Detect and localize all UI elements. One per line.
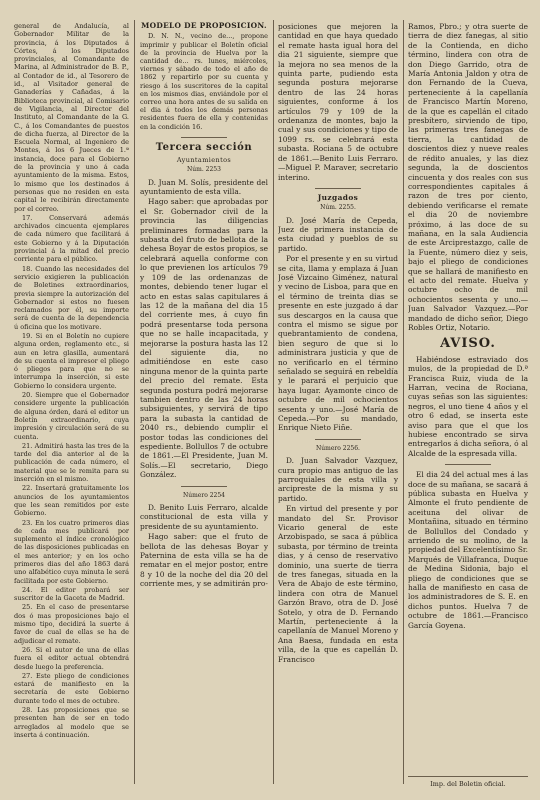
paragraph: 28. Las proposiciones que se presenten han de ser en todo arreglados al modelo que se inserta á continuación.: [14, 706, 129, 739]
divider: [445, 464, 491, 465]
paragraph: Habiéndose estraviado dos mulos, de la propiedad de D.ª Francisca Ruiz, viuda de la Harran, vecina de Rociana, cuyas señas son las siguientes: negros, el uno tiene 4 años y el otro 6 edad, se inserta este aviso para que el que los hubiese encontrado se sirva entregarlos á dicha señora, ó al Alcalde de la espresada villa.: [408, 354, 528, 458]
paragraph: 27. Este pliego de condiciones estará de manifiesto en la secretaría de este Gobierno durante todo el mes de octubre.: [14, 671, 129, 705]
paragraph: D. José María de Cepeda, Juez de primera instancia de esta ciudad y pueblos de su partido.: [278, 215, 398, 253]
paragraph: D. Juan M. Solís, presidente del ayuntamiento de esta villa.: [140, 177, 268, 197]
paragraph: 24. El editor probará ser suscritor de la Gaceta de Madrid.: [14, 585, 129, 603]
column-3: [278, 22, 398, 782]
paragraph: general de Andalucía, al Gobernador Militar de la provincia, á los Diputados á Córtes, á los Diputados provinciales, al Comandante de Marina, al Administrador de B. P., al Contador de id., al Tesorero de id., al Visitador general de Ganaderías y Cañadas, á la Biblioteca provincial, al Comisario de Vigilancia, al Director del Instituto, al Comandante de la G. C., á los Comandantes de puestos de dicha fuerza, al Director de la Escuela Normal, al Ingeniero de Montes, á los 6 Jueces de 1.ª instancia, doce para el Gobierno de la provincia y uno á cada ayuntamiento de la misma. Estos, lo mismo que los destinados á personas que no residen en esta capital le recibirán directamente por el correo.: [14, 22, 129, 213]
paragraph: posiciones que mejoren la cantidad en que haya quedado el remate hasta igual hora del dia 21 siguiente, siempre que la mejora no sea menos de la quinta parte, pudiendo esta segunda postura mejorarse dentro de las 24 horas siguientes, conforme á los artículos 79 y 109 de la ordenanza de montes, bajo la cual y sus condiciones y tipo de 1099 rs. se celebrará esta subasta. Rociana 5 de octubre de 1861.—Benito Luis Ferraro.—Miguel P. Maraver, secretario interino.: [278, 22, 398, 182]
notice-title: AVISO.: [440, 336, 496, 352]
model-title: MODELO DE PROPOSICION.: [141, 22, 267, 30]
section-title: Tercera sección: [155, 141, 253, 153]
column-rule: [134, 20, 135, 784]
paragraph: 17. Conservará además archivados cincuenta ejemplares de cada número que facilitará á este Gobierno y á la Diputación provincial á la mitad del precio corriente para el público.: [14, 213, 129, 264]
notice-number: Núm. 2253: [187, 166, 221, 174]
divider: [315, 188, 361, 189]
paragraph: Por el presente y en su virtud se cita, llama y emplaza á Juan José Vizcaino Giménez, natural y vecino de Lisboa, para que en el término de treinta dias se presente en este juzgado á dar sus descargos en la causa que contra el mismo se sigue por quebrantamiento de condena, bien seguro de que si lo administrara justicia y que de no verificarlo en el término señalado se seguirá en rebeldía y le parará el perjuicio que haya lugar. Ayamonte cinco de octubre de mil ochocientos sesenta y uno.—José María de Cepeda.—Por su mandado, Enrique Nieto Fiñe.: [278, 254, 398, 433]
paragraph: 18. Cuando las necesidades del servicio exigieren la publicación de Boletines extraordinarios, previa siempre la autorización del Gobernador si estos no fuesen reclamados por él, su importe será de cuenta de la dependencia ú oficina que los motivare.: [14, 264, 129, 331]
column-4: [408, 22, 528, 757]
notice-number: Número 2256.: [316, 444, 360, 452]
paragraph: 20. Siempre que el Gobernador considere urgente la publicación de alguna órden, dará el editor un Boletín extraordinario, cuya impresión y circulación será de su cuenta.: [14, 391, 129, 441]
column-rule: [273, 20, 274, 784]
paragraph: 25. En el caso de presentarse dos ó mas proposiciones bajo el mismo tipo, decidirá la suerte á favor de cual de ellas se ha de adjudicar el remate.: [14, 603, 129, 645]
paragraph: 23. En los cuatro primeros dias de cada mes publicará por suplemento el índice cronológico de las disposiciones publicadas en el mes anterior; y en los ocho primeros dias del año 1863 dará uno alfabético cuya minuta le será facilitada por este Gobierno.: [14, 518, 129, 585]
paragraph: D. Benito Luis Ferraro, alcalde constitucional de esta villa y presidente de su ayuntamiento.: [140, 502, 268, 531]
divider: [315, 439, 361, 440]
paragraph: En virtud del presente y por mandato del Sr. Provisor Vicario general de este Arzobispado, se saca á pública subasta, por término de treinta dias, y á censo de reservativo dominio, una suerte de tierra de tres fanegas, situada en la Vera de Abajo de este término, lindera con otra de Manuel Garzón Bravo, otra de D. José Sotelo, y otra de D. Fernando Martín, perteneciente á la capellanía de Manuel Moreno y Ana Baesa, fundada en esta villa, de la que es capellán D. Francisco: [278, 504, 398, 664]
paragraph: Hago saber: que aprobadas por el Sr. Gobernador civil de la provincia las diligencias preliminares formadas para la subasta del fruto de bellota de la dehesa Boyar de estos propios, se celebrará aquella conforme con lo que previenen los artículos 79 y 109 de las ordenanzas de montes, debiendo tener lugar el acto en estas salas capitulares á las 12 de la mañana del dia 15 del corriente mes, á cuyo fin podrá presentarse toda persona que no se halle incapacitada, y mejorarse la postura hasta las 12 del siguiente dia, no admitiéndose en este caso ninguna menor de la quinta parte del precio del remate. Esta segunda postura podrá mejorarse tambien dentro de las 24 horas subsiguientes, y servirá de tipo para la subasta la cantidad de 2040 rs., debiendo cumplir el postor todas las condiciones del espediente. Bollullos 7 de octubre de 1861.—El Presidente, Juan M. Solís.—El secretario, Diego González.: [140, 197, 268, 480]
paragraph: D. Juan Salvador Vazquez, cura propio mas antiguo de las parroquiales de esta villa y arcipreste de la misma y su partido.: [278, 456, 398, 503]
imprint: Imp. del Boletin oficial.: [408, 776, 528, 788]
divider: [181, 486, 227, 487]
section-label: Juzgados: [317, 192, 359, 202]
paragraph: 19. Si en el Boletín no cupiere alguna orden, reglamento etc., si aun en letra glasilla, aumentará de su cuenta el impresor el pliego ó pliegos para que no se interrumpa la inserción, si este Gobierno lo considera urgente.: [14, 331, 129, 390]
paragraph: Ramos, Pbro.; y otra suerte de tierra de diez fanegas, al sitio de la Contienda, en dicho término, lindera con otra de don Diego Garrido, otra de María Antonia Jaldon y otra de don Fernando de la Cueva, perteneciente á la capellanía de Francisco Martín Moreno, de la que es capellán el citado presbítero, sirviendo de tipo, las primeras tres fanegas de tierra, la cantidad de doscientos diez y nueve reales de rédito anuales, y las diez segunda, la de doscientos cincuenta y dos reales con sus correspondientes capitales á razon de tres por ciento, debiendo verificarse el remate el dia 20 de noviembre próximo, á las doce de su mañana, en la sala Audiencia de este Arciprestazgo, calle de la Fuente, número diez y seis, bajo el pliego de condiciones que se hallará de manifiesto en el acto del remate. Huelva y octubre ocho de mil ochocientos sesenta y uno.—Juan Salvador Vazquez.—Por mandado de dicho señor, Diego Robles Ortiz, Notario.: [408, 22, 528, 332]
column-1: [14, 22, 129, 782]
section-label: Ayuntamientos: [176, 156, 232, 165]
model-text: D. N. N., vecino de..., propone imprimir y publicar el Boletín oficial de la provincia de Huelva por la cantidad de... rs. lunes, miércoles, viernes y sábado de todo el año de 1862 y repartirlo por su cuenta y riesgo á los suscritores de la capital en los mismos dias, enviándole por el correo una hora antes de su salida en el dia á todos los demás personas residentes fuera de ella y contenidas en la condición 16.: [140, 32, 268, 131]
paragraph: Hago saber: que el fruto de bellota de las dehesas Boyar y Paternina de esta villa se ha de rematar en el mejor postor, entre 8 y 10 de la noche del dia 20 del corriente mes, y se admitirán pro-: [140, 532, 268, 589]
paragraph: 22. Insertará gratuitamente los anuncios de los ayuntamientos que les sean remitidos por este Gobierno.: [14, 484, 129, 518]
paragraph: El dia 24 del actual mes á las doce de su mañana, se sacará á pública subasta en Huelva y Almonte el fruto pendiente de aceituna del olivar de Montañina, situado en término de Bollullos del Condado y arriendo de su molino, de la propiedad del Excelentísimo Sr. Marqués de Villafranca, Duque de Medina Sidonia, bajo el pliego de condiciones que se halla de manifiesto en casa de los administradores de S. E. en dichos puntos. Huelva 7 de octubre de 1861.—Francisco García Goyena.: [408, 470, 528, 630]
notice-number: Número 2254: [182, 491, 225, 499]
paragraph: 26. Si el autor de una de ellas fuera el editor actual obtendrá desde luego la preferencia.: [14, 645, 129, 671]
notice-number: Núm. 2255.: [320, 204, 356, 212]
paragraph: 21. Admitirá hasta las tres de la tarde del dia anterior al de la publicación de cada número, el material que se le remita para su inserción en el mismo.: [14, 441, 129, 484]
divider: [181, 137, 227, 138]
column-2: [140, 22, 268, 782]
column-rule: [403, 20, 404, 784]
